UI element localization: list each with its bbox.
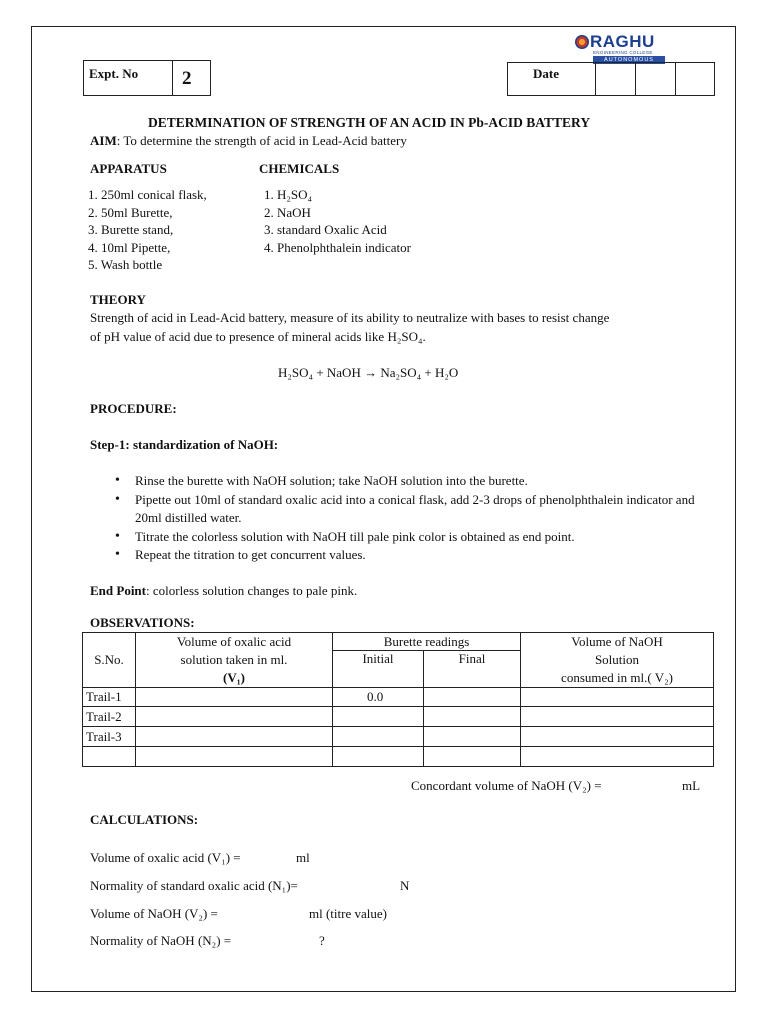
- end-point-line: [90, 583, 357, 599]
- list-item: 3. standard Oxalic Acid: [264, 222, 387, 237]
- list-item: 3. Burette stand,: [88, 222, 174, 237]
- list-item: 4. Phenolphthalein indicator: [264, 239, 411, 255]
- calculations-heading: CALCULATIONS:: [90, 812, 199, 827]
- table-cell: [424, 688, 521, 707]
- table-row: [83, 727, 714, 747]
- calc-naoh-volume-unit: ml (titre value): [309, 906, 387, 921]
- logo-name: RAGHU: [590, 32, 655, 51]
- table-row: [83, 707, 714, 727]
- chemicals-list: [264, 186, 411, 256]
- list-item: • Pipette out 10ml of standard oxalic acid into a conical flask, add 2-3 drops of phenolphthalein indicator and 20ml distilled water.: [115, 491, 715, 528]
- table-cell: [424, 727, 521, 747]
- column-header-naoh-line-2: Solution: [521, 651, 714, 669]
- aim-label: AIM: [90, 133, 117, 148]
- calc-oxalic-normality-label: Normality of standard oxalic acid (N₁)=: [90, 878, 298, 893]
- date-label: Date: [533, 66, 559, 81]
- college-logo: [575, 32, 669, 66]
- column-header-initial: Initial: [333, 651, 424, 688]
- table-cell: [424, 707, 521, 727]
- table-cell: [521, 727, 714, 747]
- table-cell: [136, 688, 333, 707]
- logo-emblem-icon: [575, 35, 589, 49]
- theory-heading: THEORY: [90, 292, 146, 307]
- date-divider-3: [675, 63, 676, 95]
- end-point-text: : colorless solution changes to pale pink.: [146, 583, 358, 598]
- table-cell: [424, 747, 521, 767]
- aim-line: [90, 133, 407, 149]
- table-row: [83, 747, 714, 767]
- apparatus-heading: APPARATUS: [90, 161, 167, 176]
- observations-table: [82, 632, 714, 767]
- date-divider-1: [595, 63, 596, 95]
- aim-text: : To determine the strength of acid in Lead-Acid battery: [116, 133, 407, 148]
- calc-naoh-volume-label: Volume of NaOH (V₂) =: [90, 906, 218, 921]
- table-cell: [521, 747, 714, 767]
- column-header-oxalic-line-3: (V₁): [136, 669, 333, 688]
- calc-oxalic-volume-unit: ml: [296, 850, 310, 865]
- table-cell: [521, 688, 714, 707]
- column-header-oxalic-line-1: Volume of oxalic acid: [136, 633, 333, 651]
- column-header-final: Final: [424, 651, 521, 688]
- column-header-burette: Burette readings: [333, 633, 521, 651]
- expt-no-value: 2: [182, 68, 192, 89]
- table-cell: Trail-2: [83, 707, 136, 727]
- column-header-naoh-line-1: Volume of NaOH: [521, 633, 714, 651]
- list-item: 2. NaOH: [264, 204, 311, 220]
- theory-text-line-2: of pH value of acid due to presence of mineral acids like H₂SO₄.: [90, 329, 426, 344]
- calc-oxalic-volume-label: Volume of oxalic acid (V₁) =: [90, 850, 241, 865]
- expt-divider: [172, 61, 173, 95]
- list-item: • Repeat the titration to get concurrent values.: [115, 546, 715, 565]
- list-item: 4. 10ml Pipette,: [88, 239, 171, 255]
- calc-naoh-normality-label: Normality of NaOH (N₂) =: [90, 933, 232, 948]
- list-item: 2. 50ml Burette,: [88, 204, 173, 220]
- concordant-volume-label: Concordant volume of NaOH (V₂) =: [411, 778, 602, 793]
- table-cell: [333, 707, 424, 727]
- table-cell: [136, 727, 333, 747]
- table-row: [83, 688, 714, 707]
- step-1-heading: Step-1: standardization of NaOH:: [90, 437, 279, 452]
- concordant-volume-unit: mL: [682, 778, 701, 793]
- end-point-label: End Point: [90, 583, 146, 598]
- apparatus-list: [88, 186, 207, 274]
- expt-no-label: Expt. No: [89, 66, 139, 81]
- table-cell: [136, 707, 333, 727]
- column-header-oxalic-line-2: solution taken in ml.: [136, 651, 333, 669]
- document-title: DETERMINATION OF STRENGTH OF AN ACID IN Pb-ACID BATTERY: [148, 115, 591, 130]
- procedure-bullets: [115, 472, 715, 565]
- table-cell: Trail-3: [83, 727, 136, 747]
- date-box: [507, 62, 715, 96]
- theory-text-line-1: Strength of acid in Lead-Acid battery, measure of its ability to neutralize with bases to resist change: [90, 310, 610, 325]
- table-cell: [136, 747, 333, 767]
- calc-naoh-normality-value: ?: [319, 933, 325, 948]
- column-header-sno: S.No.: [83, 633, 136, 688]
- table-cell: [83, 747, 136, 767]
- table-cell: 0.0: [333, 688, 424, 707]
- date-divider-2: [635, 63, 636, 95]
- logo-subtitle: ENGINEERING COLLEGE: [593, 50, 653, 55]
- list-item: 1. 250ml conical flask,: [88, 187, 207, 202]
- observations-heading: OBSERVATIONS:: [90, 615, 195, 630]
- table-cell: Trail-1: [83, 688, 136, 707]
- table-cell: [521, 707, 714, 727]
- list-item: 5. Wash bottle: [88, 257, 163, 272]
- list-item: 1. H₂SO₄: [264, 187, 313, 202]
- column-header-naoh-line-3: consumed in ml.( V₂): [521, 669, 714, 688]
- chemicals-heading: CHEMICALS: [259, 161, 340, 176]
- table-cell: [333, 727, 424, 747]
- list-item: • Rinse the burette with NaOH solution; take NaOH solution into the burette.: [115, 472, 715, 491]
- expt-no-box: [83, 60, 211, 96]
- list-item: • Titrate the colorless solution with NaOH till pale pink color is obtained as end point.: [115, 528, 715, 547]
- reaction-equation: H₂SO₄ + NaOH → Na₂SO₄ + H₂O: [278, 365, 459, 380]
- logo-autonomous-bar: AUTONOMOUS: [593, 56, 665, 64]
- calc-oxalic-normality-unit: N: [400, 878, 410, 893]
- procedure-heading: PROCEDURE:: [90, 401, 177, 416]
- table-cell: [333, 747, 424, 767]
